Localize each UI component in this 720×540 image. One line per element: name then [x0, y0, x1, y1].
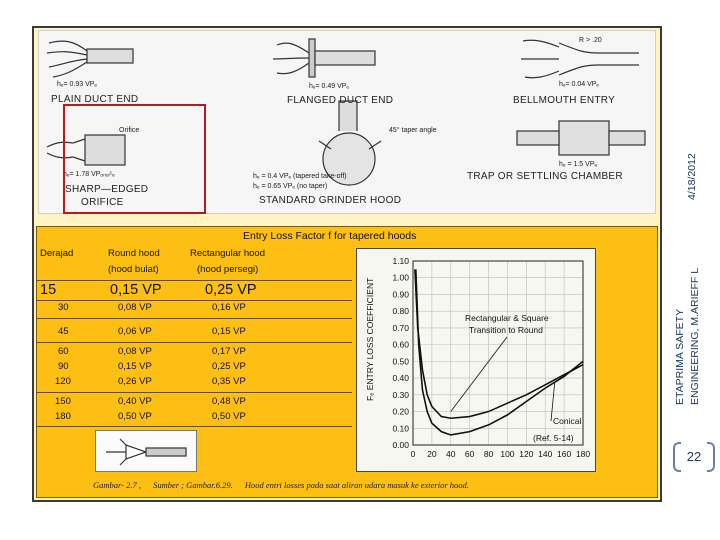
orifice-caption-label: ORIFICE	[81, 197, 124, 208]
entry-loss-chart-svg	[357, 249, 597, 473]
trap-label: TRAP OR SETTLING CHAMBER	[467, 171, 623, 182]
header-rect-2: (hood persegi)	[197, 264, 259, 275]
y-tick-label: 0.60	[392, 339, 409, 350]
row-120-degree: 120	[55, 376, 71, 387]
caption-source: Sumber ; Gambar.6.29.	[153, 480, 233, 490]
x-tick-label: 160	[557, 449, 572, 459]
grinder-he2-label: hₑ = 0.65 VPₑ (no taper)	[253, 183, 328, 190]
entry-loss-chart	[356, 248, 596, 472]
row-30-round: 0,08 VP	[118, 302, 152, 313]
caption-description: Hood entri losses pada saat aliran udara masuk ke exterior hood.	[244, 480, 469, 490]
grinder-he1-label: hₑ = 0.4 VPₑ (tapered take-off)	[253, 173, 347, 180]
plain-he-label: hₑ= 0.93 VPₑ	[57, 81, 98, 88]
orifice-he-label: hₑ= 1.78 VPₒᵣᵢₒᵢᶜₑ	[63, 171, 115, 178]
row-180-degree: 180	[55, 411, 71, 422]
page-number-text: 22	[686, 449, 702, 464]
row-60-rect: 0,17 VP	[212, 346, 246, 357]
table-divider	[36, 280, 352, 281]
tapered-hood-sketch	[95, 430, 197, 472]
row-15-round: 0,15 VP	[110, 282, 162, 298]
x-tick-label: 120	[519, 449, 534, 459]
row-15-degree: 15	[40, 282, 57, 298]
sharp-edged-label: SHARP—EDGED	[65, 184, 149, 195]
row-90-degree: 90	[58, 361, 69, 372]
header-degree: Derajad	[40, 248, 74, 259]
annotation-rect: Rectangular & Square	[465, 313, 549, 323]
bellmouth-label: BELLMOUTH ENTRY	[513, 95, 616, 106]
row-60-degree: 60	[58, 346, 69, 357]
table-divider	[36, 318, 352, 319]
row-180-round: 0,50 VP	[118, 411, 152, 422]
annotation-rect2: Transition to Round	[469, 325, 543, 335]
flanged-duct-label: FLANGED DUCT END	[287, 95, 394, 106]
annotation-conical: Conical	[553, 416, 582, 426]
row-150-round: 0,40 VP	[118, 396, 152, 407]
row-90-round: 0,15 VP	[118, 361, 152, 372]
x-tick-label: 80	[483, 449, 494, 459]
row-60-round: 0,08 VP	[118, 346, 152, 357]
figure-caption	[93, 480, 479, 490]
y-tick-label: 0.50	[392, 356, 409, 367]
table-divider	[36, 392, 352, 393]
y-tick-label: 0.20	[392, 406, 409, 417]
row-30-degree: 30	[58, 302, 69, 313]
trap-he-label: hₑ = 1.5 VPₑ	[559, 161, 598, 168]
row-45-round: 0,06 VP	[118, 326, 152, 337]
header-round-1: Round hood	[108, 248, 160, 259]
side-company-line2: ENGINEERING, M.ARIEFF L	[689, 267, 701, 405]
y-tick-label: 0.40	[392, 373, 409, 384]
orifice-label: Orifice	[119, 127, 140, 134]
y-axis-label: Fₑ ENTRY LOSS COEFFICIENT	[365, 277, 375, 401]
y-tick-label: 0.70	[392, 322, 409, 333]
x-tick-label: 0	[410, 449, 416, 459]
table-divider	[36, 342, 352, 343]
row-90-rect: 0,25 VP	[212, 361, 246, 372]
y-tick-label: 0.80	[392, 306, 409, 317]
flanged-he-label: hₑ= 0.49 VPₑ	[309, 83, 350, 90]
header-round-2: (hood bulat)	[108, 264, 159, 275]
x-tick-label: 140	[538, 449, 553, 459]
y-tick-label: 1.10	[392, 256, 409, 266]
side-date: 4/18/2012	[686, 153, 698, 200]
plain-duct-label: PLAIN DUCT END	[51, 94, 139, 105]
row-180-rect: 0,50 VP	[212, 411, 246, 422]
x-tick-label: 60	[464, 449, 475, 459]
row-30-rect: 0,16 VP	[212, 302, 246, 313]
taper-angle-label: 45° taper angle	[389, 127, 437, 134]
y-tick-label: 0.30	[392, 389, 409, 400]
table-divider	[36, 300, 352, 301]
row-45-rect: 0,15 VP	[212, 326, 246, 337]
series-line-1	[415, 269, 583, 418]
row-150-degree: 150	[55, 396, 71, 407]
x-tick-label: 40	[446, 449, 456, 459]
row-45-degree: 45	[58, 326, 69, 337]
x-tick-label: 180	[575, 449, 591, 459]
page-number	[671, 442, 717, 472]
row-120-round: 0,26 VP	[118, 376, 152, 387]
y-tick-label: 1.00	[392, 272, 409, 283]
grinder-hood-label: STANDARD GRINDER HOOD	[259, 195, 402, 206]
page-bracket-right	[707, 442, 715, 472]
caption-figure-number: Gambar- 2.7 ,	[93, 480, 141, 490]
bellmouth-r-label: R > .20	[579, 37, 602, 44]
orifice-highlight-box	[63, 104, 206, 214]
table-divider	[36, 426, 352, 427]
y-tick-label: 0.10	[392, 423, 409, 434]
header-rect-1: Rectangular hood	[190, 248, 265, 259]
y-tick-label: 0.90	[392, 289, 409, 300]
side-company-line1: ETAPRIMA SAFETY	[674, 308, 686, 405]
table-title: Entry Loss Factor f for tapered hoods	[243, 230, 417, 242]
x-tick-label: 100	[500, 449, 515, 459]
page-bracket-left	[673, 442, 681, 472]
bellmouth-he-label: hₑ= 0.04 VPₑ	[559, 81, 600, 88]
row-120-rect: 0,35 VP	[212, 376, 246, 387]
row-150-rect: 0,48 VP	[212, 396, 246, 407]
annotation-leader-rect	[451, 337, 507, 412]
row-15-rect: 0,25 VP	[205, 282, 257, 298]
y-tick-label: 0.00	[392, 440, 409, 450]
annotation-ref: (Ref. 5-14)	[533, 433, 574, 443]
x-tick-label: 20	[427, 449, 437, 459]
side-footer	[666, 110, 716, 410]
